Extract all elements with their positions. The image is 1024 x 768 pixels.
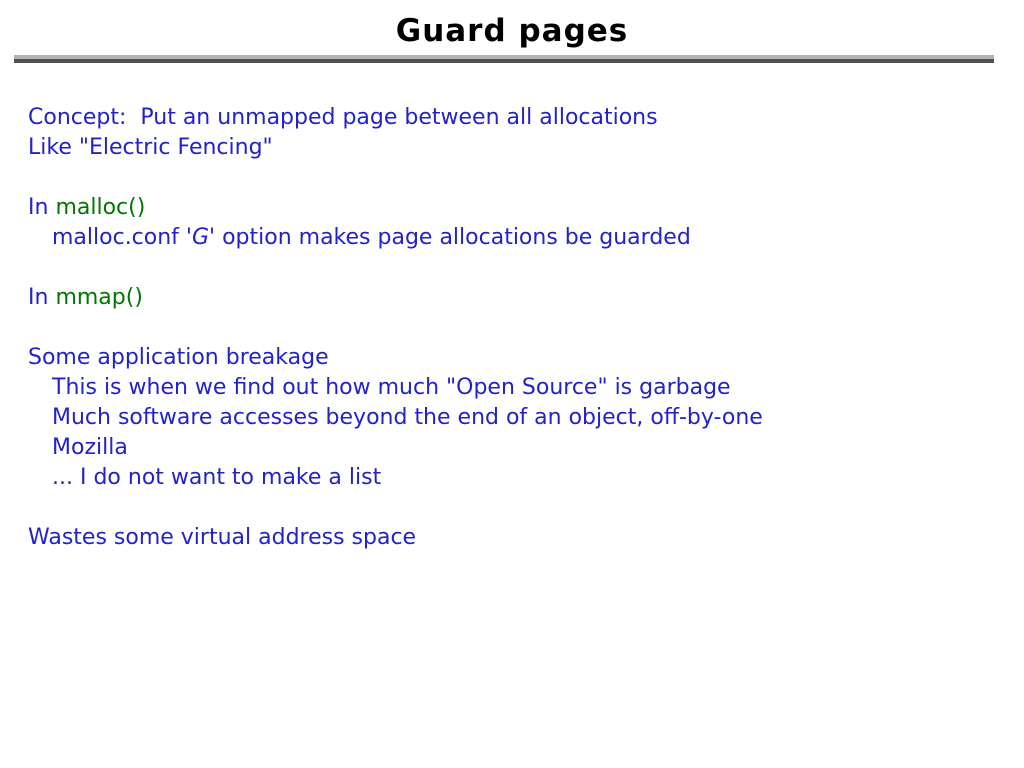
text-segment: Concept: Put an unmapped page between all allocations (28, 105, 658, 130)
text-segment: Mozilla (52, 435, 128, 460)
text-segment: G (191, 225, 210, 250)
text-line (28, 283, 1024, 313)
text-segment: Like "Electric Fencing" (28, 135, 273, 160)
text-segment: ... I do not want to make a list (52, 465, 382, 490)
text-segment: ' option makes page allocations be guarded (209, 225, 691, 250)
text-line (28, 193, 1024, 223)
text-line (28, 343, 1024, 373)
text-line (28, 463, 1024, 493)
text-segment: malloc() (55, 195, 146, 220)
text-segment: This is when we find out how much "Open Source" is garbage (52, 375, 731, 400)
text-line (28, 433, 1024, 463)
text-line (28, 373, 1024, 403)
text-line (28, 403, 1024, 433)
slide-title: Guard pages (395, 13, 629, 49)
text-line (28, 223, 1024, 253)
text-segment: mmap() (55, 285, 143, 310)
text-segment: Much software accesses beyond the end of an object, off-by-one (52, 405, 763, 430)
slide-body (0, 103, 1024, 553)
blank-line (28, 253, 1024, 283)
text-line (28, 523, 1024, 553)
blank-line (28, 493, 1024, 523)
title-divider (14, 55, 994, 63)
text-segment: malloc.conf ' (52, 225, 192, 250)
blank-line (28, 163, 1024, 193)
text-line (28, 103, 1024, 133)
text-line (28, 133, 1024, 163)
blank-line (28, 313, 1024, 343)
text-segment: Some application breakage (28, 345, 329, 370)
text-segment: In (28, 285, 56, 310)
text-segment: Wastes some virtual address space (28, 525, 417, 550)
text-segment: In (28, 195, 56, 220)
